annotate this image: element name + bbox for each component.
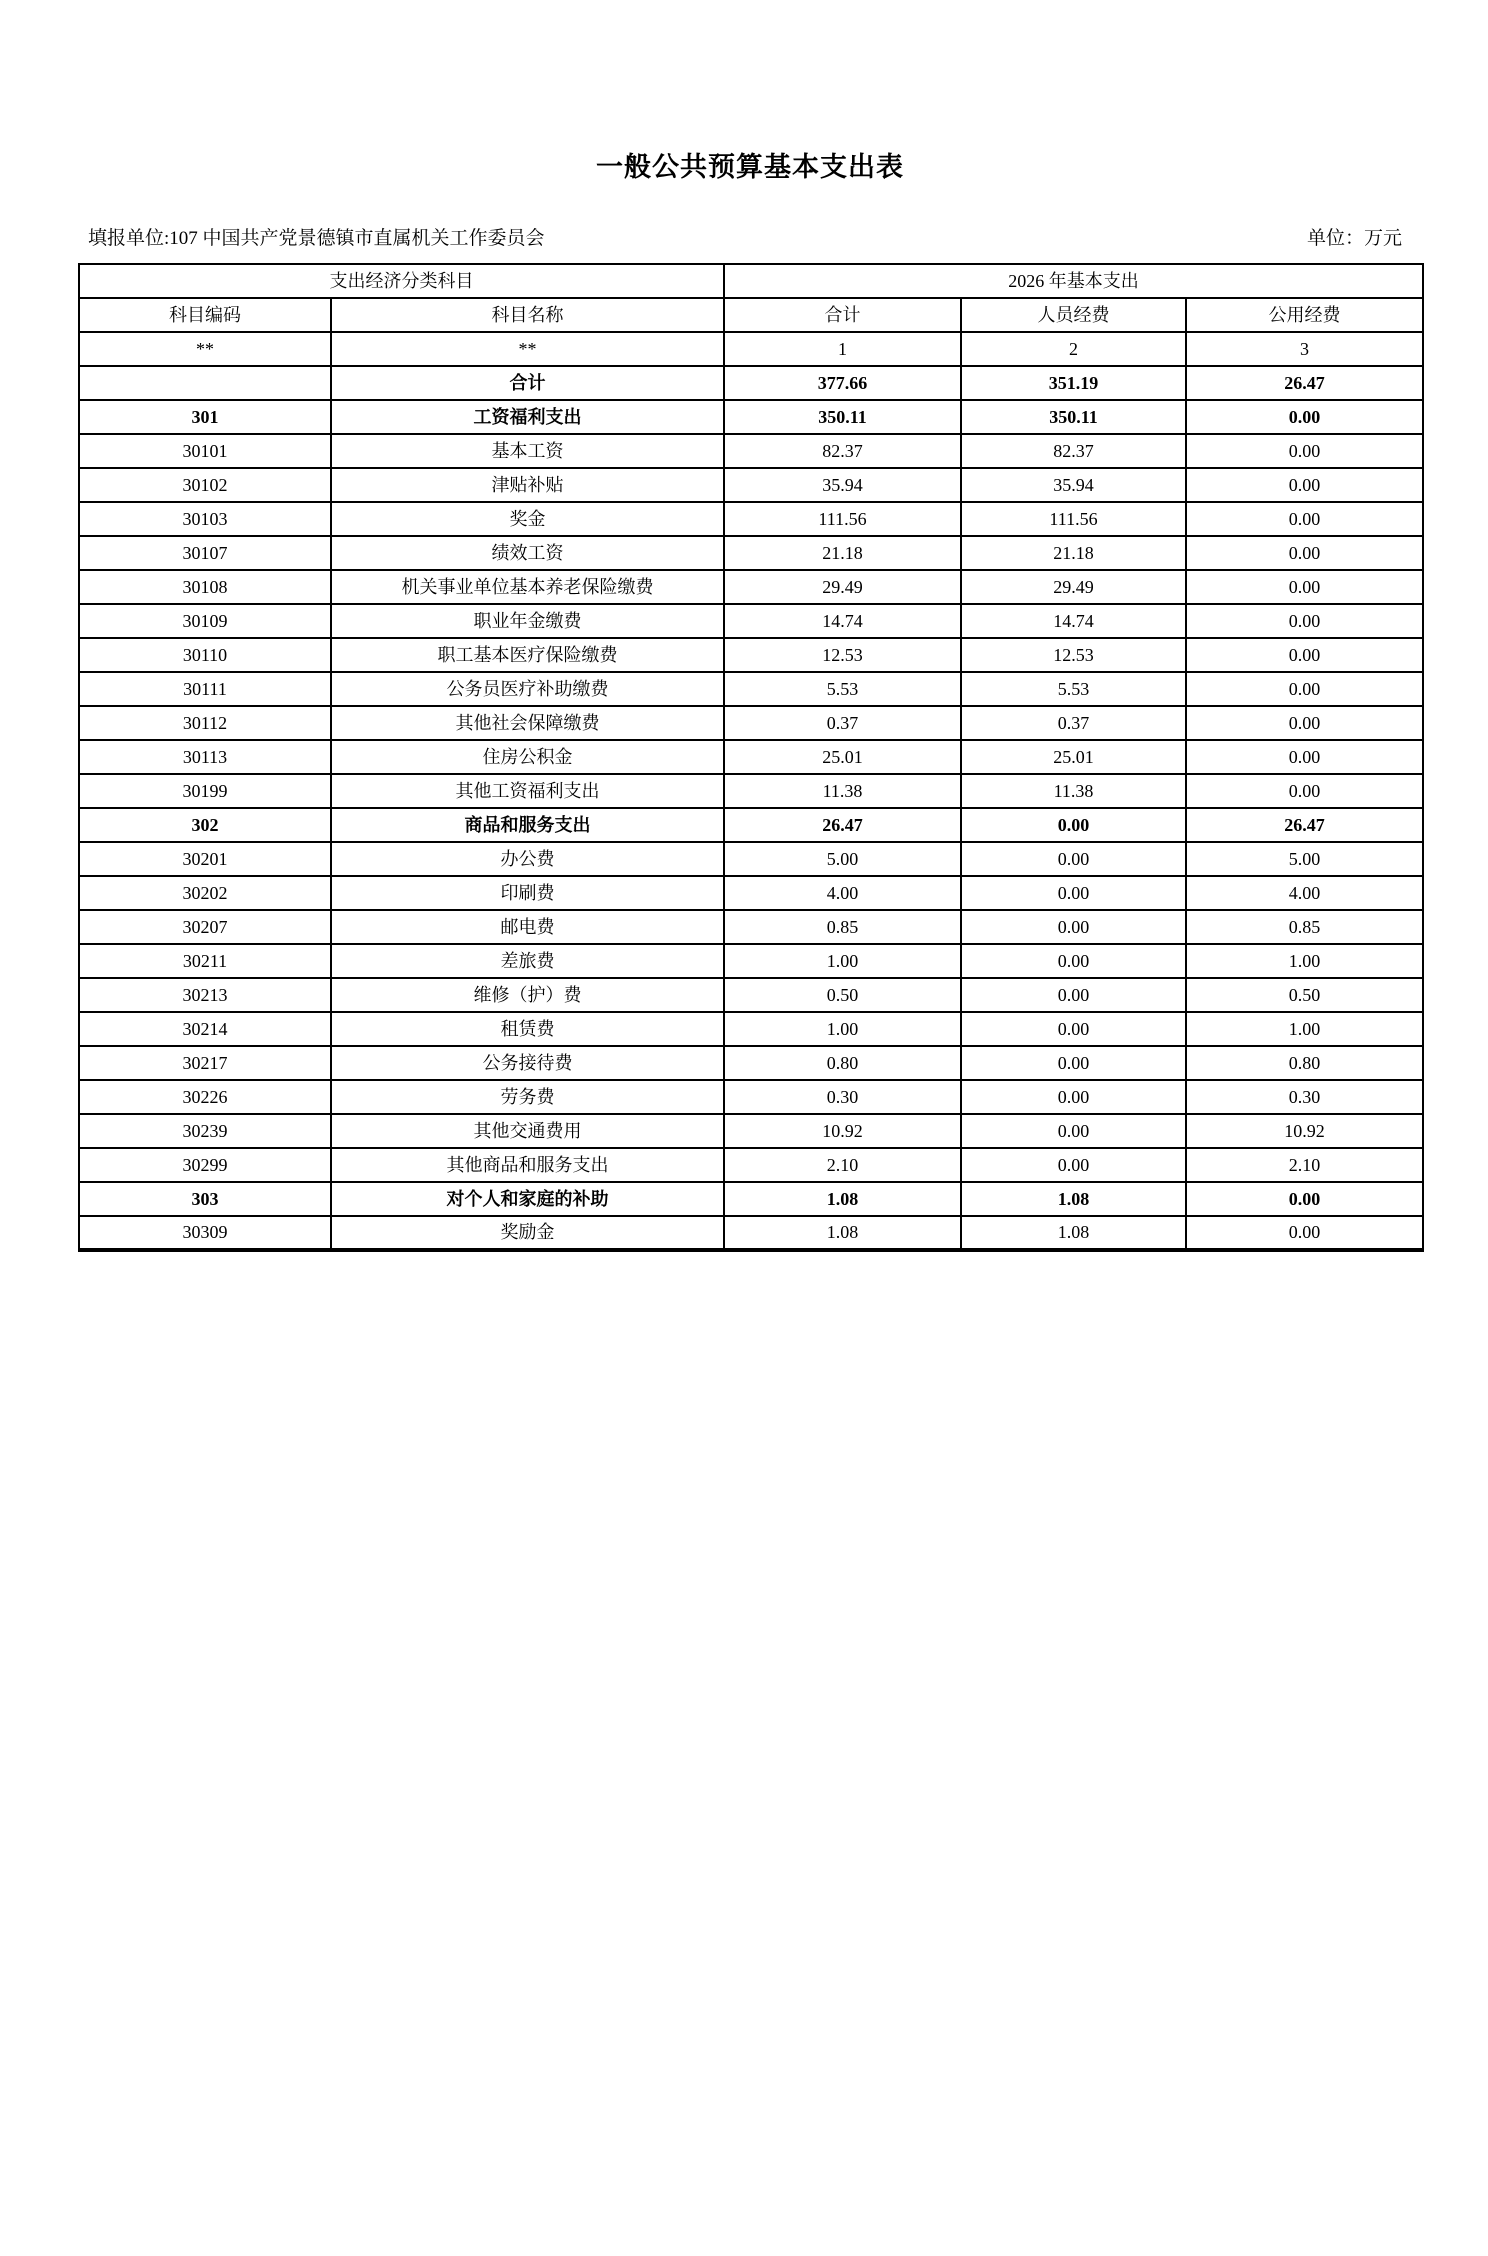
cell-code: 30103 — [79, 502, 331, 536]
cell-code: 30108 — [79, 570, 331, 604]
cell-code: 30299 — [79, 1148, 331, 1182]
table-row — [79, 978, 1423, 1012]
cell-name: 劳务费 — [331, 1080, 724, 1114]
cell-personnel: 0.00 — [961, 842, 1186, 876]
cell-personnel: 0.00 — [961, 978, 1186, 1012]
cell-total: 82.37 — [724, 434, 961, 468]
cell-total: 0.80 — [724, 1046, 961, 1080]
table-row — [79, 1012, 1423, 1046]
table-row — [79, 1216, 1423, 1250]
table-row — [79, 740, 1423, 774]
cell-public: 0.80 — [1186, 1046, 1423, 1080]
cell-name: 印刷费 — [331, 876, 724, 910]
cell-name: 租赁费 — [331, 1012, 724, 1046]
table-row — [79, 1114, 1423, 1148]
cell-personnel: 5.53 — [961, 672, 1186, 706]
cell-name: 其他社会保障缴费 — [331, 706, 724, 740]
cell-code: 30217 — [79, 1046, 331, 1080]
cell-personnel: 111.56 — [961, 502, 1186, 536]
cell-total: 0.37 — [724, 706, 961, 740]
cell-name: 工资福利支出 — [331, 400, 724, 434]
cell-total: 1.00 — [724, 1012, 961, 1046]
cell-personnel: 0.00 — [961, 1148, 1186, 1182]
code-index-cell: ** — [79, 332, 331, 366]
cell-name: 住房公积金 — [331, 740, 724, 774]
column-header-total: 合计 — [724, 298, 961, 332]
table-row — [79, 706, 1423, 740]
cell-personnel: 25.01 — [961, 740, 1186, 774]
cell-public: 0.00 — [1186, 502, 1423, 536]
cell-total: 10.92 — [724, 1114, 961, 1148]
table-row — [79, 1080, 1423, 1114]
cell-personnel: 1.08 — [961, 1182, 1186, 1216]
cell-personnel: 82.37 — [961, 434, 1186, 468]
cell-public: 0.00 — [1186, 672, 1423, 706]
cell-total: 21.18 — [724, 536, 961, 570]
cell-public: 0.85 — [1186, 910, 1423, 944]
table-row — [79, 1148, 1423, 1182]
cell-name: 基本工资 — [331, 434, 724, 468]
cell-personnel: 0.00 — [961, 808, 1186, 842]
cell-name: 维修（护）费 — [331, 978, 724, 1012]
cell-public: 0.00 — [1186, 706, 1423, 740]
cell-code: 301 — [79, 400, 331, 434]
cell-code: 30201 — [79, 842, 331, 876]
cell-personnel: 12.53 — [961, 638, 1186, 672]
cell-name: 奖励金 — [331, 1216, 724, 1250]
cell-personnel: 14.74 — [961, 604, 1186, 638]
cell-code: 30211 — [79, 944, 331, 978]
cell-total: 5.00 — [724, 842, 961, 876]
cell-public: 0.00 — [1186, 468, 1423, 502]
cell-public: 26.47 — [1186, 366, 1423, 400]
code-index-cell: ** — [331, 332, 724, 366]
cell-name: 职工基本医疗保险缴费 — [331, 638, 724, 672]
cell-personnel: 29.49 — [961, 570, 1186, 604]
group-header-classification: 支出经济分类科目 — [79, 264, 724, 298]
cell-code: 30109 — [79, 604, 331, 638]
cell-name: 公务员医疗补助缴费 — [331, 672, 724, 706]
cell-public: 0.00 — [1186, 1182, 1423, 1216]
meta-row — [78, 227, 1422, 251]
cell-code: 303 — [79, 1182, 331, 1216]
cell-code: 30199 — [79, 774, 331, 808]
cell-name: 其他交通费用 — [331, 1114, 724, 1148]
code-index-cell: 3 — [1186, 332, 1423, 366]
table-row — [79, 536, 1423, 570]
cell-public: 0.30 — [1186, 1080, 1423, 1114]
cell-public: 0.00 — [1186, 604, 1423, 638]
cell-public: 0.00 — [1186, 638, 1423, 672]
cell-name: 邮电费 — [331, 910, 724, 944]
cell-name: 其他商品和服务支出 — [331, 1148, 724, 1182]
column-header-code: 科目编码 — [79, 298, 331, 332]
cell-public: 1.00 — [1186, 944, 1423, 978]
cell-public: 1.00 — [1186, 1012, 1423, 1046]
table-row — [79, 1046, 1423, 1080]
cell-total: 25.01 — [724, 740, 961, 774]
cell-code: 302 — [79, 808, 331, 842]
cell-code: 30239 — [79, 1114, 331, 1148]
document-sheet — [78, 152, 1422, 1252]
cell-public: 0.50 — [1186, 978, 1423, 1012]
group-header-year-expenditure: 2026 年基本支出 — [724, 264, 1423, 298]
cell-code: 30111 — [79, 672, 331, 706]
table-row — [79, 672, 1423, 706]
table-row — [79, 876, 1423, 910]
code-index-row — [79, 332, 1423, 366]
cell-name: 职业年金缴费 — [331, 604, 724, 638]
cell-code: 30214 — [79, 1012, 331, 1046]
group-header-row — [79, 264, 1423, 298]
table-row — [79, 434, 1423, 468]
table-row — [79, 366, 1423, 400]
cell-code: 30309 — [79, 1216, 331, 1250]
cell-personnel: 0.37 — [961, 706, 1186, 740]
cell-code: 30112 — [79, 706, 331, 740]
table-row — [79, 1182, 1423, 1216]
cell-personnel: 0.00 — [961, 1114, 1186, 1148]
cell-personnel: 0.00 — [961, 876, 1186, 910]
table-row — [79, 910, 1423, 944]
cell-personnel: 351.19 — [961, 366, 1186, 400]
cell-code: 30213 — [79, 978, 331, 1012]
cell-public: 4.00 — [1186, 876, 1423, 910]
cell-code: 30207 — [79, 910, 331, 944]
table-row — [79, 570, 1423, 604]
cell-name: 津贴补贴 — [331, 468, 724, 502]
cell-public: 0.00 — [1186, 774, 1423, 808]
cell-personnel: 11.38 — [961, 774, 1186, 808]
table-header — [79, 264, 1423, 366]
cell-total: 4.00 — [724, 876, 961, 910]
table-body — [79, 366, 1423, 1250]
cell-total: 2.10 — [724, 1148, 961, 1182]
cell-code — [79, 366, 331, 400]
cell-name: 绩效工资 — [331, 536, 724, 570]
cell-name: 其他工资福利支出 — [331, 774, 724, 808]
cell-code: 30226 — [79, 1080, 331, 1114]
cell-personnel: 350.11 — [961, 400, 1186, 434]
table-row — [79, 502, 1423, 536]
cell-personnel: 0.00 — [961, 1046, 1186, 1080]
column-header-personnel: 人员经费 — [961, 298, 1186, 332]
cell-public: 0.00 — [1186, 400, 1423, 434]
table-row — [79, 604, 1423, 638]
cell-code: 30101 — [79, 434, 331, 468]
cell-public: 26.47 — [1186, 808, 1423, 842]
cell-code: 30107 — [79, 536, 331, 570]
cell-total: 1.08 — [724, 1182, 961, 1216]
budget-table — [78, 263, 1424, 1252]
cell-code: 30113 — [79, 740, 331, 774]
cell-total: 11.38 — [724, 774, 961, 808]
cell-total: 14.74 — [724, 604, 961, 638]
cell-public: 0.00 — [1186, 1216, 1423, 1250]
cell-public: 2.10 — [1186, 1148, 1423, 1182]
cell-total: 29.49 — [724, 570, 961, 604]
cell-name: 奖金 — [331, 502, 724, 536]
cell-code: 30202 — [79, 876, 331, 910]
cell-total: 111.56 — [724, 502, 961, 536]
cell-code: 30110 — [79, 638, 331, 672]
cell-total: 377.66 — [724, 366, 961, 400]
cell-total: 1.00 — [724, 944, 961, 978]
column-header-public: 公用经费 — [1186, 298, 1423, 332]
document-page — [0, 152, 1488, 2256]
cell-personnel: 0.00 — [961, 1012, 1186, 1046]
cell-total: 35.94 — [724, 468, 961, 502]
cell-total: 350.11 — [724, 400, 961, 434]
cell-name: 对个人和家庭的补助 — [331, 1182, 724, 1216]
cell-personnel: 35.94 — [961, 468, 1186, 502]
cell-total: 12.53 — [724, 638, 961, 672]
cell-total: 0.85 — [724, 910, 961, 944]
cell-name: 办公费 — [331, 842, 724, 876]
cell-public: 0.00 — [1186, 434, 1423, 468]
cell-total: 0.50 — [724, 978, 961, 1012]
cell-name: 合计 — [331, 366, 724, 400]
code-index-cell: 1 — [724, 332, 961, 366]
cell-public: 0.00 — [1186, 536, 1423, 570]
cell-personnel: 1.08 — [961, 1216, 1186, 1250]
code-index-cell: 2 — [961, 332, 1186, 366]
table-row — [79, 400, 1423, 434]
cell-name: 公务接待费 — [331, 1046, 724, 1080]
currency-unit-label: 单位：万元 — [1306, 228, 1402, 249]
cell-total: 5.53 — [724, 672, 961, 706]
cell-personnel: 21.18 — [961, 536, 1186, 570]
cell-public: 10.92 — [1186, 1114, 1423, 1148]
cell-total: 1.08 — [724, 1216, 961, 1250]
cell-name: 商品和服务支出 — [331, 808, 724, 842]
cell-name: 差旅费 — [331, 944, 724, 978]
cell-public: 0.00 — [1186, 570, 1423, 604]
cell-public: 5.00 — [1186, 842, 1423, 876]
table-row — [79, 944, 1423, 978]
page-title: 一般公共预算基本支出表 — [596, 152, 904, 182]
cell-personnel: 0.00 — [961, 1080, 1186, 1114]
table-row — [79, 808, 1423, 842]
cell-personnel: 0.00 — [961, 944, 1186, 978]
cell-name: 机关事业单位基本养老保险缴费 — [331, 570, 724, 604]
table-row — [79, 842, 1423, 876]
cell-code: 30102 — [79, 468, 331, 502]
cell-public: 0.00 — [1186, 740, 1423, 774]
table-row — [79, 638, 1423, 672]
reporting-unit-label: 填报单位:107 中国共产党景德镇市直属机关工作委员会 — [88, 228, 545, 249]
cell-total: 0.30 — [724, 1080, 961, 1114]
cell-total: 26.47 — [724, 808, 961, 842]
cell-personnel: 0.00 — [961, 910, 1186, 944]
table-row — [79, 774, 1423, 808]
column-header-row — [79, 298, 1423, 332]
table-row — [79, 468, 1423, 502]
column-header-name: 科目名称 — [331, 298, 724, 332]
